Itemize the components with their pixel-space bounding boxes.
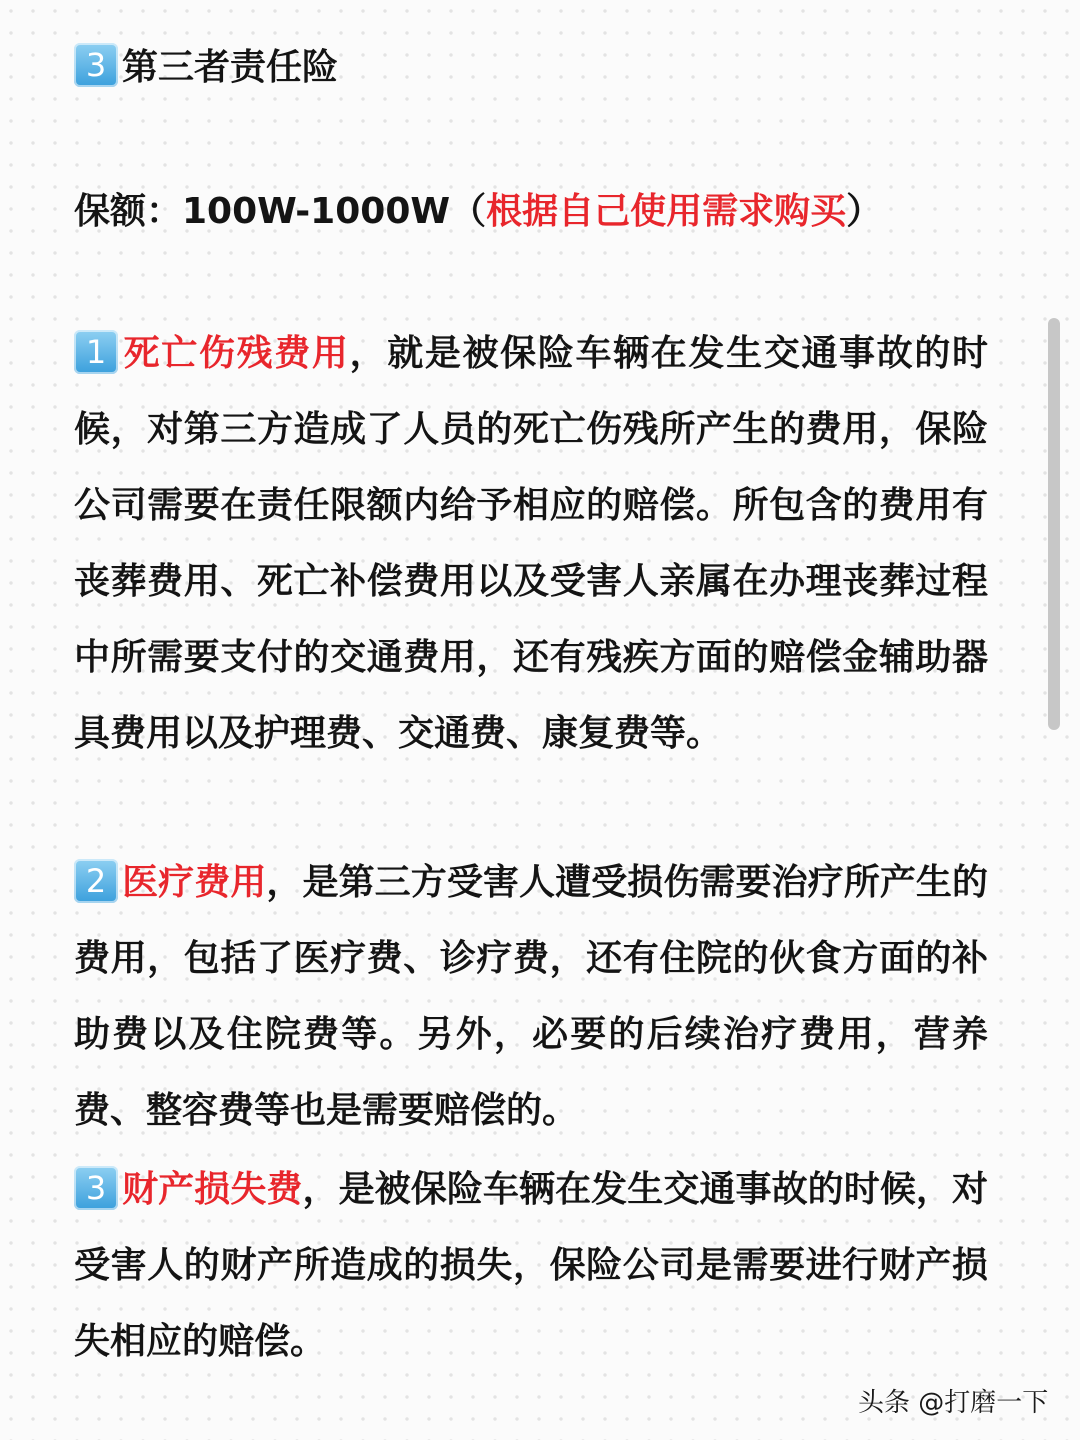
paragraph-heading: 死亡伤残费用 bbox=[122, 333, 350, 374]
coverage-note: 根据自己使用需求购买 bbox=[486, 191, 847, 232]
keycap-number-icon: 3 bbox=[74, 43, 118, 87]
paragraph-body: ，是被保险车辆在发生交通事故的时候，对受害人的财产所造成的损失，保险公司是需要进行财产损失相应的赔偿。 bbox=[74, 1169, 988, 1362]
paragraph-property-loss bbox=[74, 1152, 988, 1388]
coverage-label: 保额：100W-1000W（ bbox=[74, 191, 487, 232]
paragraph-death-disability bbox=[74, 316, 988, 856]
keycap-number-icon: 1 bbox=[74, 330, 118, 374]
scrollbar-thumb[interactable] bbox=[1048, 318, 1060, 730]
watermark-text: 头条 @打磨一下 bbox=[858, 1388, 1049, 1418]
paragraph-body: ，就是被保险车辆在发生交通事故的时候，对第三方造成了人员的死亡伤残所产生的费用，保险公司需要在责任限额内给予相应的赔偿。所包含的费用有丧葬费用、死亡补偿费用以及受害人亲属在办理丧葬过程中所需要支付的交通费用，还有残疾方面的赔偿金辅助器具费用以及护理费、交通费、康复费等。 bbox=[74, 333, 988, 754]
paragraph-heading: 财产损失费 bbox=[122, 1169, 303, 1210]
paragraph-medical-expenses bbox=[74, 845, 988, 1157]
paragraph-heading: 医疗费用 bbox=[122, 862, 267, 903]
coverage-close: ） bbox=[846, 191, 883, 232]
section-title bbox=[74, 40, 338, 96]
keycap-number-icon: 2 bbox=[74, 859, 118, 903]
coverage-amount bbox=[74, 182, 882, 242]
paragraph-body: ，是第三方受害人遭受损伤需要治疗所产生的费用，包括了医疗费、诊疗费，还有住院的伙食方面的补助费以及住院费等。另外，必要的后续治疗费用，营养费、整容费等也是需要赔偿的。 bbox=[74, 862, 988, 1131]
section-title-text: 第三者责任险 bbox=[122, 47, 339, 88]
keycap-number-icon: 3 bbox=[74, 1166, 118, 1210]
